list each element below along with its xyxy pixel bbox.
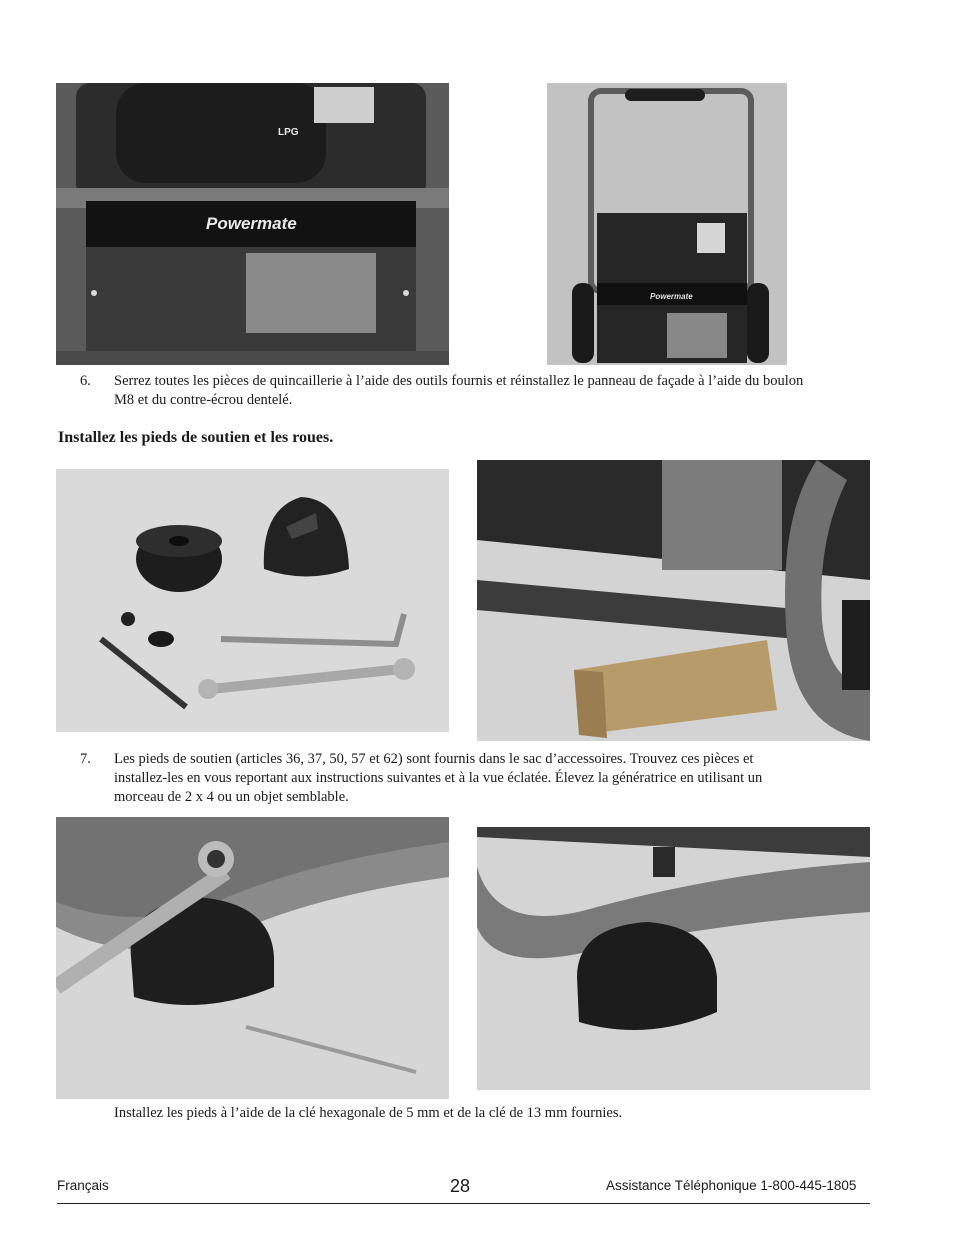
step-6-number: 6. [80,373,91,389]
step-6-text-line: Serrez toutes les pièces de quincaillerie à l’aide des outils fournis et réinstallez le panneau de façade à l’aide du boulon [114,373,804,389]
footer-language: Français [57,1178,109,1193]
installed-foot-illustration [477,827,870,1090]
step-7 [80,750,880,810]
footer-support-phone: Assistance Téléphonique 1-800-445-1805 [606,1178,857,1193]
photo-installed-foot [477,827,870,1090]
support-feet-parts-illustration [56,469,449,732]
photo-support-feet-parts [56,469,449,732]
photo-generator-full [547,83,787,365]
photo-generator-raised-on-wood [477,460,870,741]
powermate-logo-text: Powermate [206,214,297,233]
step-6-text [114,372,803,410]
page-number: 28 [450,1176,471,1196]
step-7-text-line: installez-les en vous reportant aux instructions suivantes et à la vue éclatée. Élevez la génératrice en utilisant un [114,770,763,786]
generator-full-illustration [547,83,787,365]
generator-raised-illustration [477,460,870,741]
generator-front-panel-illustration [56,83,449,365]
powermate-small-logo-text: Powermate [650,292,693,301]
footer-divider [57,1203,870,1204]
step-7-text-line: Les pieds de soutien (articles 36, 37, 50, 57 et 62) sont fournis dans le sac d’accessoires. Trouvez ces pièces et [114,751,754,767]
step-6 [80,372,880,412]
section-heading: Installez les pieds de soutien et les roues. [58,429,334,446]
step-6-text-line: M8 et du contre-écrou dentelé. [114,392,293,408]
installing-foot-illustration [56,817,449,1099]
step-7-number: 7. [80,751,91,767]
photo-generator-front-panel [56,83,449,365]
model-label-text: LPG [278,127,299,138]
photo-installing-foot-tools [56,817,449,1099]
step-7-text-line: morceau de 2 x 4 ou un objet semblable. [114,789,349,805]
photo-caption: Installez les pieds à l’aide de la clé hexagonale de 5 mm et de la clé de 13 mm fournies. [114,1105,623,1121]
step-7-text [114,750,762,807]
